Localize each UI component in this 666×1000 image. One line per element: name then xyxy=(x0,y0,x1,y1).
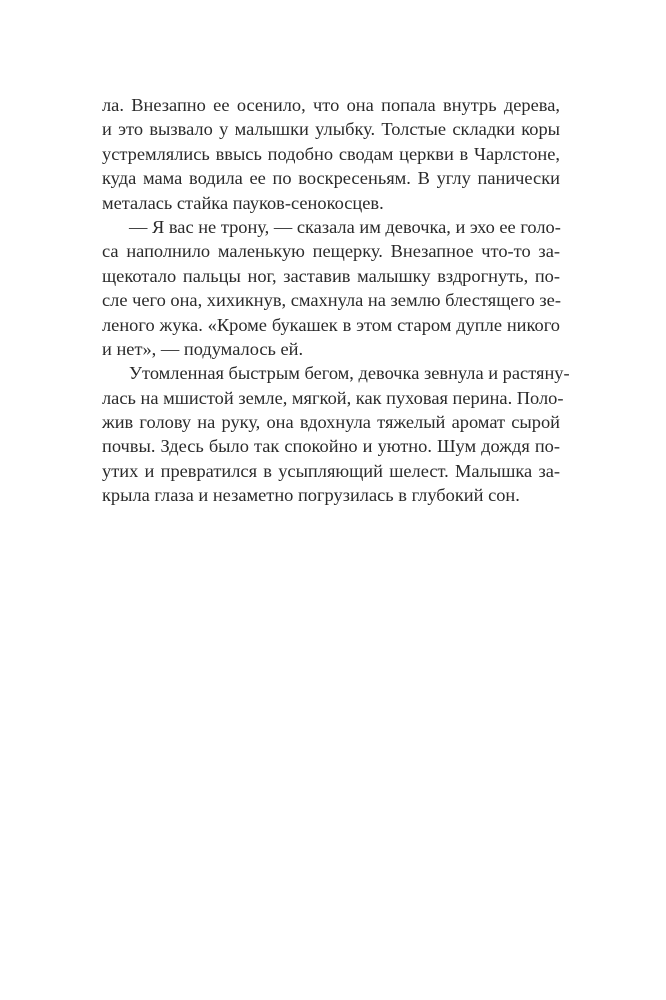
text-line: крыла глаза и незаметно погрузилась в глубокий сон. xyxy=(102,485,520,506)
text-line: почвы. Здесь было так спокойно и уютно. Шум дождя по- xyxy=(102,436,560,457)
text-line: жив голову на руку, она вдохнула тяжелый аромат сырой xyxy=(102,412,560,433)
text-line: и нет», — подумалось ей. xyxy=(102,338,304,359)
paragraph-1 xyxy=(102,93,560,215)
text-line: щекотало пальцы ног, заставив малышку вздрогнуть, по- xyxy=(102,265,560,286)
text-line: металась стайка пауков-сенокосцев. xyxy=(102,192,384,213)
text-line: — Я вас не трону, — сказала им девочка, и эхо ее голо- xyxy=(129,216,561,237)
text-line: лась на мшистой земле, мягкой, как пуховая перина. Поло- xyxy=(102,387,564,408)
text-line: леного жука. «Кроме букашек в этом старом дупле никого xyxy=(102,314,560,335)
text-line: сле чего она, хихикнув, смахнула на землю блестящего зе- xyxy=(102,290,561,311)
text-line: куда мама водила ее по воскресеньям. В углу панически xyxy=(102,168,560,189)
text-line: и это вызвало у малышки улыбку. Толстые складки коры xyxy=(102,119,560,140)
text-line: ла. Внезапно ее осенило, что она попала внутрь дерева, xyxy=(102,95,560,115)
text-line: Утомленная быстрым бегом, девочка зевнула и растяну- xyxy=(129,363,570,384)
text-line: утих и превратился в усыпляющий шелест. Малышка за- xyxy=(102,460,560,481)
paragraph-3 xyxy=(102,361,570,507)
paragraph-2 xyxy=(102,215,560,361)
text-line: устремлялись ввысь подобно сводам церкви в Чарлстоне, xyxy=(102,143,560,164)
text-line: са наполнило маленькую пещерку. Внезапное что-то за- xyxy=(102,241,560,262)
body-text xyxy=(102,93,570,508)
